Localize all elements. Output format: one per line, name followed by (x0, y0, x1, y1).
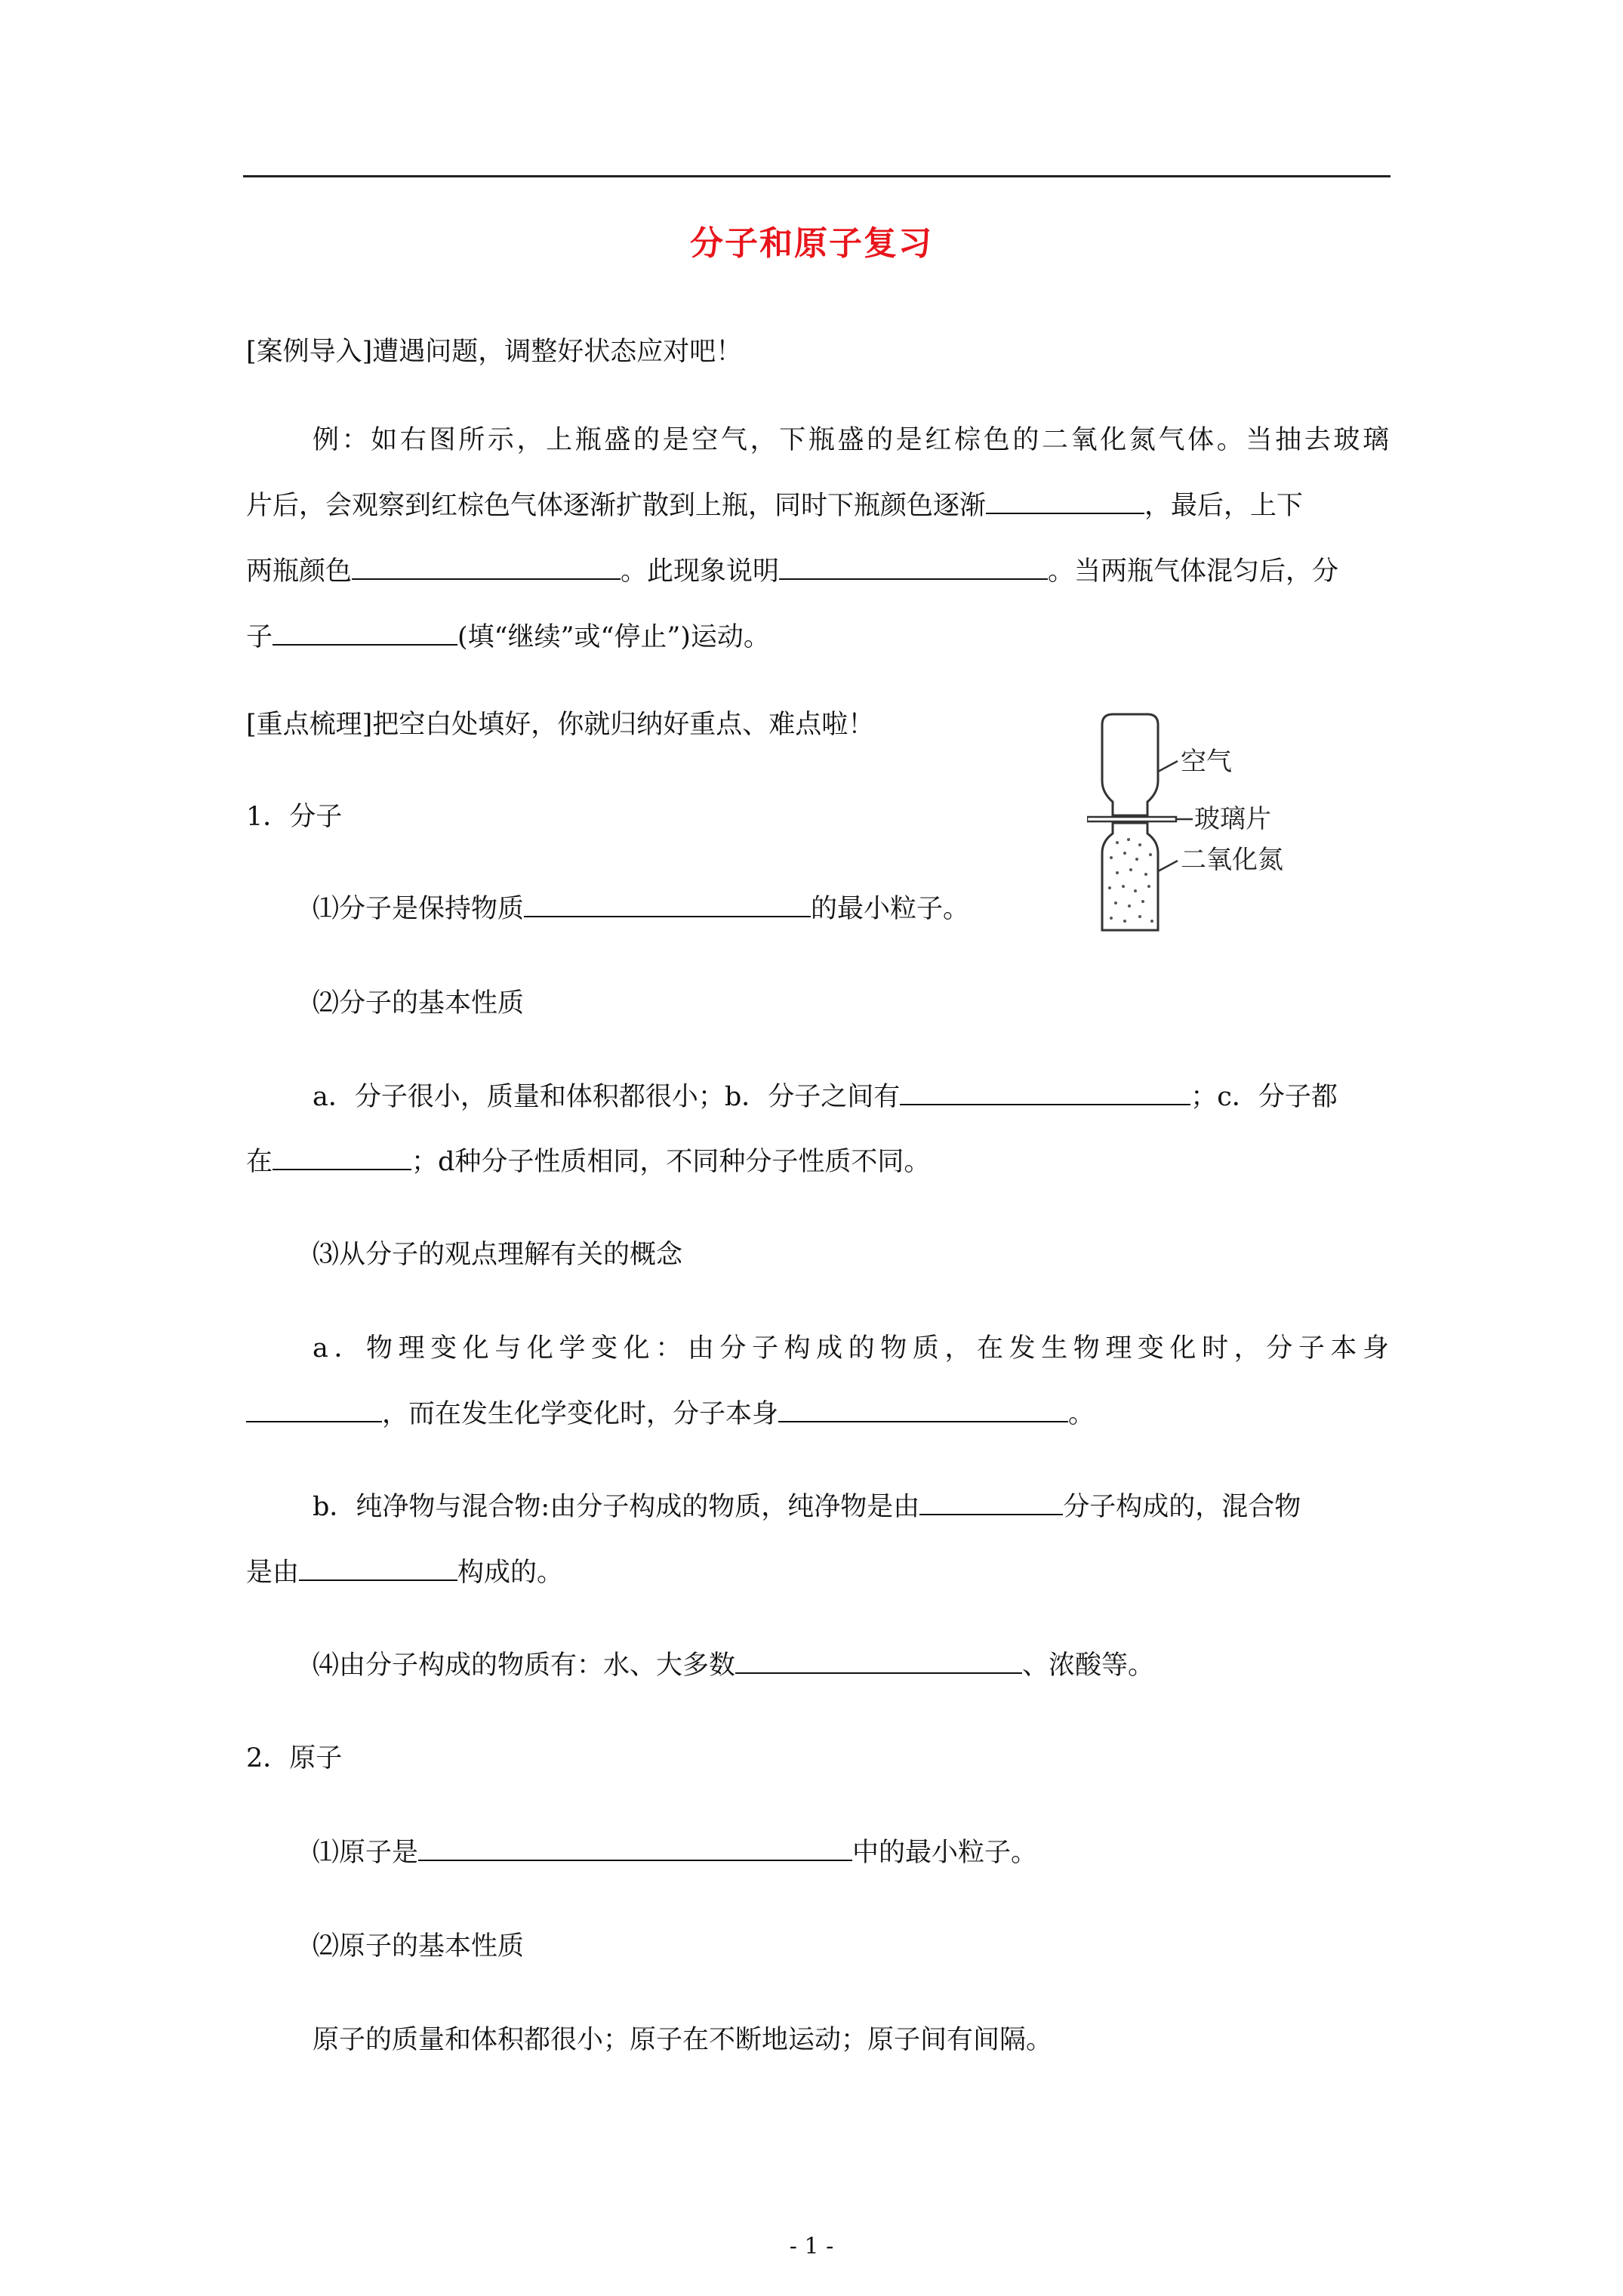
page-number: - 1 - (789, 2233, 834, 2260)
atom-properties-heading: ⑵原子的基本性质 (313, 1931, 525, 1962)
leader-line (1158, 861, 1178, 871)
label-air: 空气 (1181, 747, 1232, 777)
example-text: 两瓶颜色 (246, 556, 353, 587)
answer-blank[interactable] (778, 1398, 1068, 1422)
answer-blank[interactable] (986, 490, 1144, 514)
example-text: (填“继续”或“停止”)运动。 (457, 622, 770, 652)
key-points-header: [重点梳理]把空白处填好，你就归纳好重点、难点啦！ (246, 710, 875, 740)
page-title: 分子和原子复习 (690, 224, 933, 263)
answer-blank[interactable] (352, 556, 621, 580)
item-text: 、浓酸等。 (1022, 1650, 1155, 1681)
label-nitrogen-dioxide: 二氧化氮 (1181, 845, 1283, 875)
item-text: ；c．分子都 (1190, 1082, 1338, 1112)
answer-blank[interactable] (299, 1557, 457, 1581)
example-line-3 (246, 555, 1338, 588)
item-text: ，而在发生化学变化时，分子本身 (382, 1399, 779, 1429)
label-glass-slide: 玻璃片 (1194, 804, 1271, 834)
item-text: 中的最小粒子。 (852, 1838, 1038, 1868)
physical-chemical-change-line-2 (246, 1398, 1095, 1431)
lower-bottle (1102, 823, 1158, 930)
molecule-properties-line-1 (313, 1080, 1338, 1114)
example-text: 片后，会观察到红棕色气体逐渐扩散到上瓶，同时下瓶颜色逐渐 (246, 491, 987, 521)
section-atom-title: 2．原子 (246, 1743, 343, 1774)
molecular-substances (313, 1649, 1154, 1682)
diffusion-bottles-figure (1087, 713, 1321, 939)
item-text: ⑴分子是保持物质 (313, 894, 525, 924)
item-text: a．分子很小，质量和体积都很小；b．分子之间有 (313, 1082, 901, 1112)
answer-blank[interactable] (919, 1491, 1063, 1515)
molecule-properties-heading: ⑵分子的基本性质 (313, 988, 525, 1019)
upper-bottle (1102, 714, 1158, 815)
header-rule (243, 175, 1390, 177)
example-text: 。当两瓶气体混匀后，分 (1048, 556, 1339, 587)
item-text: ；d种分子性质相同，不同种分子性质不同。 (411, 1147, 931, 1177)
example-text: ，最后，上下 (1144, 491, 1304, 521)
molecule-concepts-heading: ⑶从分子的观点理解有关的概念 (313, 1240, 683, 1270)
answer-blank[interactable] (246, 1398, 382, 1422)
leader-line (1158, 761, 1178, 772)
pure-mixture-line-2 (246, 1556, 563, 1589)
answer-blank[interactable] (779, 556, 1048, 580)
molecule-definition (313, 892, 969, 926)
answer-blank[interactable] (273, 621, 457, 646)
item-text: ⑴原子是 (313, 1838, 419, 1868)
example-text: 。此现象说明 (621, 556, 780, 587)
item-text: 构成的。 (457, 1558, 564, 1588)
molecule-properties-line-2 (246, 1145, 930, 1179)
item-text: 。 (1068, 1399, 1095, 1429)
item-text: 是由 (246, 1558, 300, 1588)
atom-definition (313, 1836, 1037, 1869)
item-text: 在 (246, 1147, 273, 1177)
example-line-4 (246, 621, 770, 654)
item-text: 分子构成的，混合物 (1063, 1492, 1301, 1522)
pure-mixture-line-1 (313, 1490, 1301, 1524)
item-text: b．纯净物与混合物:由分子构成的物质，纯净物是由 (313, 1492, 920, 1522)
glass-slide (1087, 817, 1176, 821)
atom-properties-text: 原子的质量和体积都很小；原子在不断地运动；原子间有间隔。 (313, 2025, 1053, 2055)
item-text: 的最小粒子。 (811, 894, 970, 924)
example-text: 子 (246, 622, 273, 652)
answer-blank[interactable] (273, 1146, 411, 1170)
section-molecule-title: 1．分子 (246, 802, 343, 832)
item-text: ⑷由分子构成的物质有：水、大多数 (313, 1650, 736, 1681)
physical-chemical-change-line-1: a．物理变化与化学变化：由分子构成的物质，在发生物理变化时，分子本身 (313, 1333, 1389, 1364)
intro-header: [案例导入]遭遇问题，调整好状态应对吧！ (246, 337, 743, 367)
answer-blank[interactable] (524, 893, 811, 917)
example-line-2 (246, 489, 1303, 522)
answer-blank[interactable] (900, 1081, 1190, 1105)
answer-blank[interactable] (735, 1650, 1022, 1674)
example-line-1: 例：如右图所示，上瓶盛的是空气，下瓶盛的是红棕色的二氧化氮气体。当抽去玻璃 (313, 425, 1389, 455)
answer-blank[interactable] (418, 1837, 852, 1861)
